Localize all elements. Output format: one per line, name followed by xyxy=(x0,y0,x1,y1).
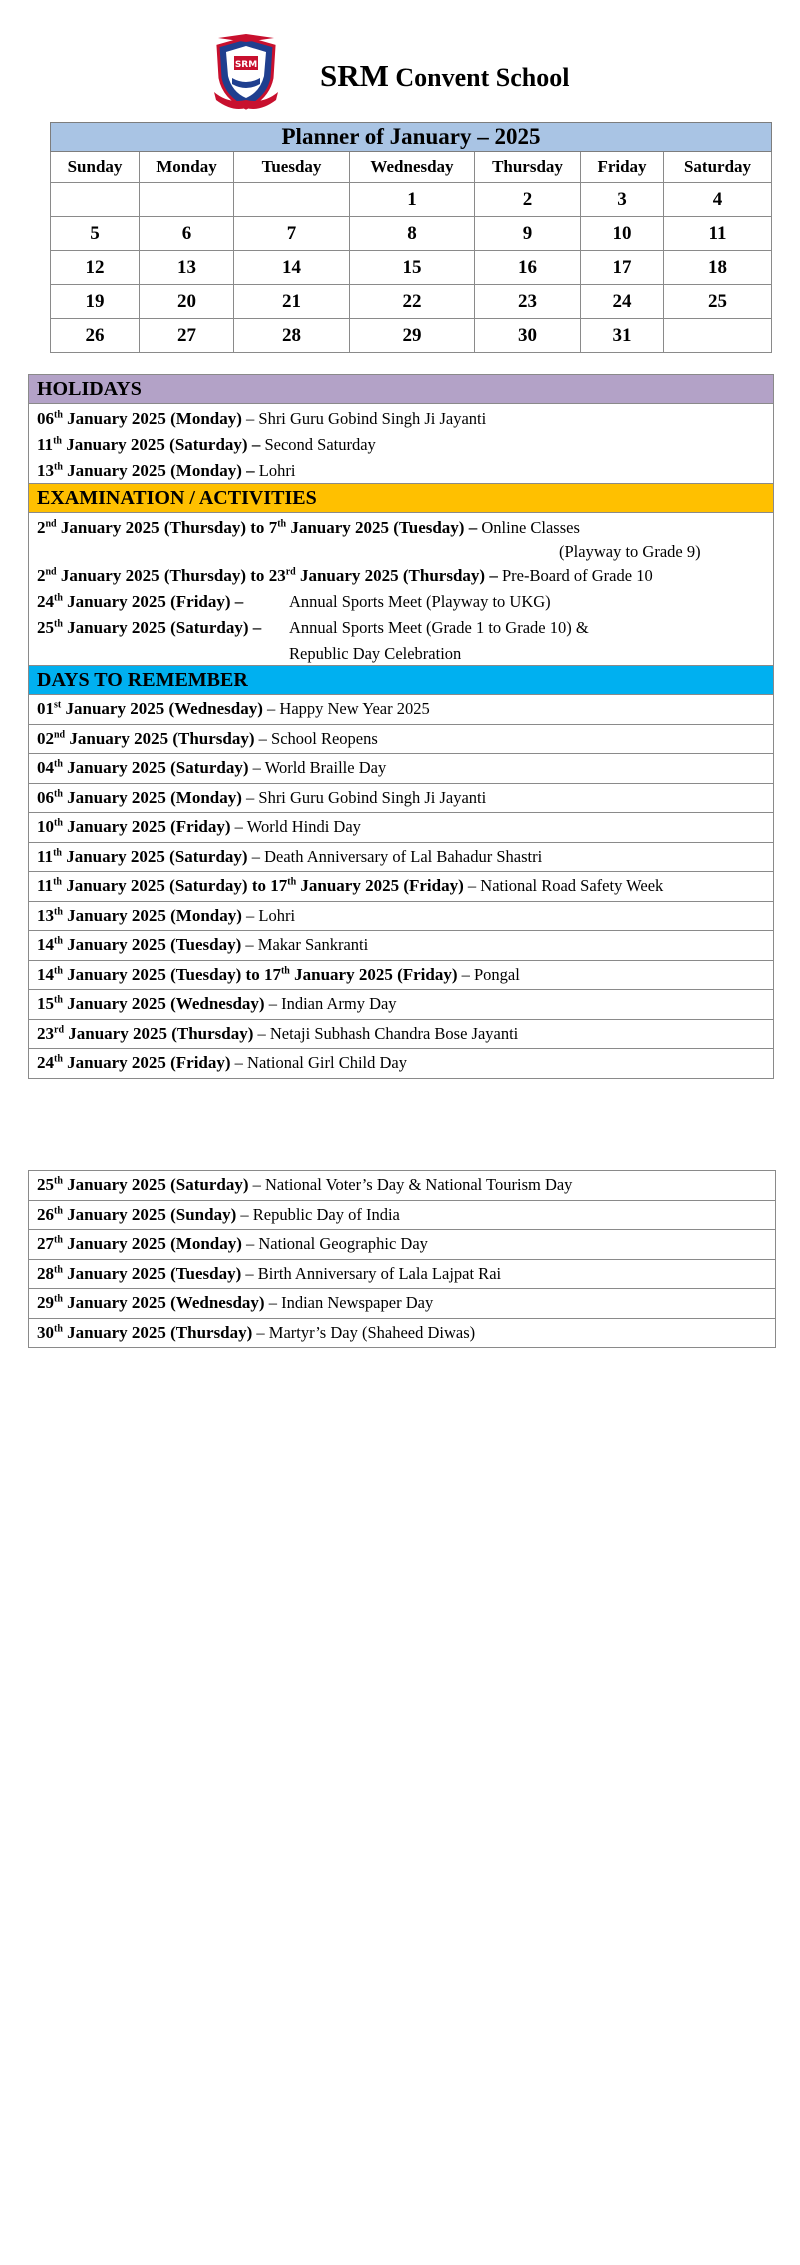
holiday-name: Shri Guru Gobind Singh Ji Jayanti xyxy=(258,409,487,428)
remember-day-name: – Birth Anniversary of Lala Lajpat Rai xyxy=(241,1263,502,1283)
exam-description: Online Classes xyxy=(477,518,580,537)
calendar-day-cell: 27 xyxy=(140,319,234,353)
weekday-header: Wednesday xyxy=(350,152,475,183)
holiday-item xyxy=(37,458,767,484)
days-to-remember-section xyxy=(28,665,774,1079)
calendar-week-row xyxy=(51,251,772,285)
activity-description: Annual Sports Meet (Playway to UKG) xyxy=(289,592,551,611)
remember-day-name: – Makar Sankranti xyxy=(241,935,369,954)
calendar-title: Planner of January – 2025 xyxy=(51,123,772,152)
remember-day-item xyxy=(29,1288,775,1318)
calendar-day-cell xyxy=(51,183,140,217)
event-date: 13th January 2025 (Monday) – xyxy=(37,461,255,480)
event-date: 24th January 2025 (Friday) xyxy=(37,1053,231,1072)
page-header xyxy=(0,28,800,118)
event-date: 25th January 2025 (Saturday) – xyxy=(37,618,262,637)
calendar-day-cell: 28 xyxy=(234,319,350,353)
calendar-day-cell: 9 xyxy=(475,217,581,251)
svg-text:SRM: SRM xyxy=(234,60,258,70)
calendar-day-cell: 23 xyxy=(475,285,581,319)
exam-item xyxy=(37,563,767,589)
calendar-day-cell: 16 xyxy=(475,251,581,285)
calendar-day-cell: 6 xyxy=(140,217,234,251)
january-calendar xyxy=(50,122,772,353)
remember-day-name: – National Geographic Day xyxy=(241,1234,428,1253)
exam-activities-heading: EXAMINATION / ACTIVITIES xyxy=(28,483,774,513)
holidays-list xyxy=(28,404,774,487)
calendar-day-cell: 4 xyxy=(664,183,772,217)
event-date: 06th January 2025 (Monday) xyxy=(37,787,242,807)
remember-day-name: – National Girl Child Day xyxy=(230,1053,407,1072)
remember-day-name: – Martyr’s Day (Shaheed Diwas) xyxy=(252,1322,476,1342)
remember-day-item xyxy=(29,1200,775,1230)
weekday-header: Friday xyxy=(581,152,664,183)
event-date: 14th January 2025 (Tuesday) xyxy=(37,935,242,954)
activity-item xyxy=(37,589,767,615)
school-logo-icon xyxy=(210,34,282,114)
calendar-week-row xyxy=(51,217,772,251)
remember-day-item xyxy=(29,1019,773,1049)
calendar-day-cell: 13 xyxy=(140,251,234,285)
event-date: 01st January 2025 (Wednesday) xyxy=(37,699,263,718)
remember-day-name: – Lohri xyxy=(241,905,296,925)
calendar-week-row xyxy=(51,183,772,217)
calendar-day-cell: 11 xyxy=(664,217,772,251)
remember-day-name: – Pongal xyxy=(457,964,520,984)
weekday-header: Sunday xyxy=(51,152,140,183)
weekday-header: Monday xyxy=(140,152,234,183)
calendar-day-cell: 7 xyxy=(234,217,350,251)
holiday-name: Second Saturday xyxy=(264,435,376,454)
activity-description: Annual Sports Meet (Grade 1 to Grade 10) & Republic Day Celebration xyxy=(289,618,589,663)
calendar-day-cell: 22 xyxy=(350,285,475,319)
remember-day-item xyxy=(29,1171,775,1200)
calendar-day-cell: 18 xyxy=(664,251,772,285)
event-date: 24th January 2025 (Friday) – xyxy=(37,592,244,611)
calendar-day-cell: 20 xyxy=(140,285,234,319)
days-to-remember-list xyxy=(28,695,774,1079)
calendar-day-cell: 30 xyxy=(475,319,581,353)
activity-item xyxy=(37,615,767,667)
exam-description-continued: (Playway to Grade 9) xyxy=(559,542,701,561)
remember-day-item xyxy=(29,695,773,724)
calendar-day-cell: 8 xyxy=(350,217,475,251)
remember-day-item xyxy=(29,1259,775,1289)
event-date: 14th January 2025 (Tuesday) to 17th January 2025 (Friday) xyxy=(37,964,458,984)
remember-day-name: – Shri Guru Gobind Singh Ji Jayanti xyxy=(241,787,487,807)
calendar-day-cell: 24 xyxy=(581,285,664,319)
remember-day-name: – Indian Newspaper Day xyxy=(264,1293,434,1312)
remember-day-name: – Happy New Year 2025 xyxy=(262,699,430,718)
remember-day-item xyxy=(29,753,773,783)
calendar-day-cell: 5 xyxy=(51,217,140,251)
exam-item xyxy=(37,515,767,541)
remember-day-item xyxy=(29,812,773,842)
event-date: 2nd January 2025 (Thursday) to 7th January 2025 (Tuesday) – xyxy=(37,518,478,537)
remember-day-name: – Indian Army Day xyxy=(264,994,397,1013)
calendar-day-cell: 10 xyxy=(581,217,664,251)
event-date: 11th January 2025 (Saturday) xyxy=(37,846,248,866)
holidays-heading: HOLIDAYS xyxy=(28,374,774,404)
calendar-day-cell: 19 xyxy=(51,285,140,319)
remember-day-item xyxy=(29,783,773,813)
event-date: 04th January 2025 (Saturday) xyxy=(37,758,249,777)
calendar-week-row xyxy=(51,319,772,353)
remember-day-item xyxy=(29,871,773,901)
calendar-day-cell: 17 xyxy=(581,251,664,285)
calendar-day-cell: 1 xyxy=(350,183,475,217)
remember-day-item xyxy=(29,989,773,1019)
remember-day-item xyxy=(29,724,773,754)
remember-day-item xyxy=(29,1229,775,1259)
event-date: 28th January 2025 (Tuesday) xyxy=(37,1263,242,1283)
event-date: 15th January 2025 (Wednesday) xyxy=(37,994,265,1013)
exam-activities-section xyxy=(28,483,774,670)
remember-day-name: – National Road Safety Week xyxy=(463,876,664,895)
calendar-day-cell: 31 xyxy=(581,319,664,353)
event-date: 29th January 2025 (Wednesday) xyxy=(37,1293,265,1312)
remember-day-item xyxy=(29,1318,775,1348)
event-date: 10th January 2025 (Friday) xyxy=(37,817,231,836)
remember-day-item xyxy=(29,1048,773,1078)
calendar-week-row xyxy=(51,285,772,319)
remember-day-item xyxy=(29,960,773,990)
weekday-header: Thursday xyxy=(475,152,581,183)
calendar-day-cell: 25 xyxy=(664,285,772,319)
calendar-day-cell: 12 xyxy=(51,251,140,285)
days-to-remember-list-continued xyxy=(28,1170,776,1348)
holiday-item: 06th January 2025 (Monday) – Shri Guru Gobind Singh Ji Jayanti xyxy=(37,409,487,428)
weekday-header: Saturday xyxy=(664,152,772,183)
calendar-day-cell: 29 xyxy=(350,319,475,353)
school-name: SRM Convent School xyxy=(320,58,570,93)
event-date: 13th January 2025 (Monday) xyxy=(37,905,242,925)
calendar-day-cell: 3 xyxy=(581,183,664,217)
remember-day-item xyxy=(29,930,773,960)
weekday-header: Tuesday xyxy=(234,152,350,183)
calendar-day-cell xyxy=(234,183,350,217)
calendar-day-cell: 26 xyxy=(51,319,140,353)
days-to-remember-heading: DAYS TO REMEMBER xyxy=(28,665,774,695)
remember-day-name: – World Braille Day xyxy=(248,758,387,777)
calendar-day-cell: 14 xyxy=(234,251,350,285)
event-date: 27th January 2025 (Monday) xyxy=(37,1234,242,1253)
event-date: 06th January 2025 (Monday) xyxy=(37,409,242,428)
remember-day-name: – Netaji Subhash Chandra Bose Jayanti xyxy=(253,1023,519,1043)
exam-description: Pre-Board of Grade 10 xyxy=(497,566,653,585)
holidays-section xyxy=(28,374,774,487)
remember-day-item xyxy=(29,842,773,872)
event-date: 30th January 2025 (Thursday) xyxy=(37,1322,253,1342)
exam-activities-list xyxy=(28,513,774,670)
calendar-day-cell: 2 xyxy=(475,183,581,217)
event-date: 25th January 2025 (Saturday) xyxy=(37,1175,249,1194)
remember-day-name: – World Hindi Day xyxy=(230,817,361,836)
event-date: 02nd January 2025 (Thursday) xyxy=(37,728,255,748)
remember-day-name: – Republic Day of India xyxy=(236,1204,400,1224)
remember-day-name: – National Voter’s Day & National Tourism Day xyxy=(248,1175,573,1194)
remember-day-name: – School Reopens xyxy=(254,728,378,748)
event-date: 23rd January 2025 (Thursday) xyxy=(37,1023,254,1043)
event-date: 26th January 2025 (Sunday) xyxy=(37,1204,237,1224)
event-date: 11th January 2025 (Saturday) to 17th January 2025 (Friday) xyxy=(37,876,464,895)
holiday-item xyxy=(37,432,767,458)
calendar-day-cell xyxy=(664,319,772,353)
calendar-day-cell xyxy=(140,183,234,217)
event-date: 11th January 2025 (Saturday) – xyxy=(37,435,261,454)
calendar-day-cell: 15 xyxy=(350,251,475,285)
remember-day-name: – Death Anniversary of Lal Bahadur Shastri xyxy=(247,846,543,866)
remember-day-item xyxy=(29,901,773,931)
holiday-name: Lohri xyxy=(258,461,296,480)
event-date: 2nd January 2025 (Thursday) to 23rd January 2025 (Thursday) – xyxy=(37,566,498,585)
calendar-day-cell: 21 xyxy=(234,285,350,319)
